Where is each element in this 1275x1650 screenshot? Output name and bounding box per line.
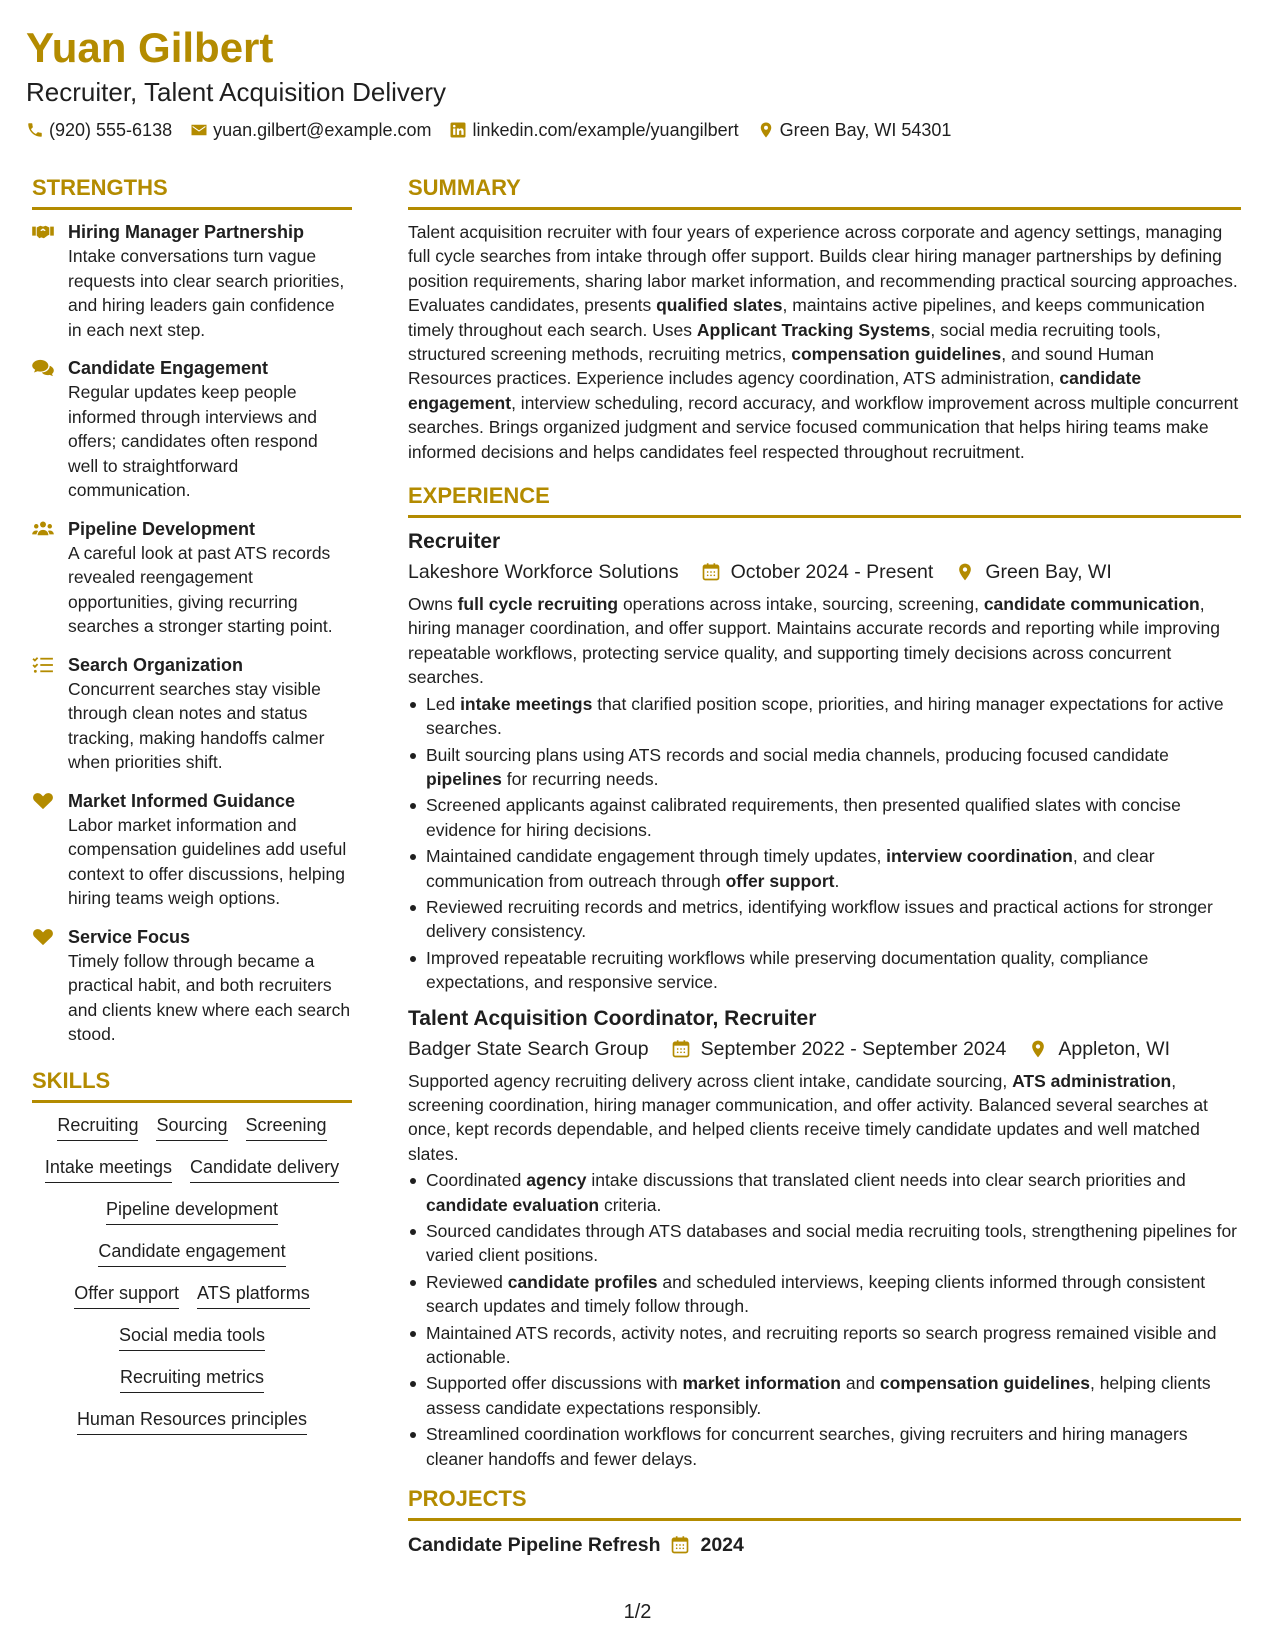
- skill-row: [32, 1113, 352, 1141]
- strength-item: [32, 653, 352, 775]
- candidate-title: Recruiter, Talent Acquisition Delivery: [26, 77, 447, 107]
- text-segment: , screening coordination, hiring manager communication, and offer activity. Balanced several searches at once, kept records dependable, and helped clients receive timely candidate updates and well matched slates.: [408, 1070, 1208, 1164]
- text-segment: Improved repeatable recruiting workflows while preserving documentation quality, compliance expectations, and responsive service.: [426, 947, 1149, 993]
- heart-icon: [32, 792, 54, 810]
- strength-item: [32, 356, 352, 503]
- text-segment: , hiring manager coordination, and offer support. Maintains accurate records and reporting while improving repeatable workflows, protecting service quality, and supporting timely decisions across concurrent searches.: [408, 594, 1220, 688]
- bold-text: interview coordination: [886, 846, 1073, 867]
- strengths-heading: STRENGTHS: [32, 174, 352, 210]
- text-segment: operations across intake, sourcing, screening,: [618, 594, 984, 615]
- text-segment: Sourced candidates through ATS databases and social media recruiting tools, strengthening pipelines for varied client positions.: [426, 1221, 1238, 1266]
- job-dates: September 2022 - September 2024: [700, 1037, 1007, 1060]
- job-entry: [408, 528, 1241, 995]
- bold-text: pipelines: [426, 768, 502, 789]
- strength-item: [32, 517, 352, 639]
- text-segment: Supported agency recruiting delivery across client intake, candidate sourcing,: [408, 1070, 1013, 1091]
- skill-row: [32, 1197, 352, 1225]
- text-segment: Maintained candidate engagement through timely updates,: [426, 846, 887, 867]
- projects-section: [408, 1485, 1241, 1559]
- text-segment: Supported offer discussions with: [426, 1373, 683, 1394]
- text-segment: Streamlined coordination workflows for concurrent searches, giving recruiters and hiring managers cleaner handoffs and fewer delays.: [426, 1424, 1188, 1469]
- text-segment: and: [840, 1373, 880, 1394]
- calendar-icon: [671, 1039, 691, 1059]
- strength-desc: Intake conversations turn vague requests into clear search priorities, and hiring leaders gain confidence in each next step.: [68, 246, 345, 340]
- job-dates: October 2024 - Present: [730, 561, 934, 584]
- text-segment: Led: [426, 693, 461, 714]
- project-year: 2024: [700, 1534, 744, 1557]
- bold-text: Applicant Tracking Systems: [696, 319, 931, 340]
- contact-linkedin[interactable]: linkedin.com/example/yuangilbert: [449, 118, 738, 142]
- job-bullets: [408, 1168, 1241, 1471]
- text-segment: Built sourcing plans using ATS records and social media channels, producing focused candidate: [426, 744, 1169, 765]
- text-segment: Owns: [408, 594, 458, 615]
- strength-title: Pipeline Development: [68, 518, 256, 539]
- strength-item: [32, 789, 352, 911]
- skill-row: [32, 1155, 352, 1183]
- company-name: Badger State Search Group: [408, 1037, 649, 1060]
- job-title: Recruiter: [408, 530, 501, 554]
- skill-row: [32, 1407, 352, 1435]
- contact-bar: [26, 118, 1246, 142]
- job-list: [408, 528, 1241, 1471]
- skill-row: [32, 1365, 352, 1393]
- list-item: [408, 1219, 1241, 1268]
- calendar-icon: [670, 1535, 690, 1555]
- strength-title: Candidate Engagement: [68, 358, 269, 378]
- bold-text: candidate engagement: [408, 368, 1142, 413]
- strength-title: Hiring Manager Partnership: [68, 222, 305, 242]
- left-column: [32, 174, 352, 1449]
- skill-tag: Screening: [246, 1113, 327, 1141]
- strength-desc: Labor market information and compensation guidelines add useful context to offer discussions, helping hiring teams weigh options.: [68, 814, 347, 908]
- skills-heading: SKILLS: [32, 1067, 352, 1103]
- strength-desc: Regular updates keep people informed through interviews and offers; candidates often respond well to straightforward communication.: [68, 382, 318, 500]
- text-segment: , and sound Human Resources practices. Experience includes agency coordination, ATS administration,: [408, 344, 1155, 389]
- list-item: [408, 1422, 1241, 1471]
- text-segment: intake discussions that translated client needs into clear search priorities and: [586, 1170, 1186, 1191]
- skill-tag: Human Resources principles: [77, 1407, 307, 1435]
- skill-tag: Recruiting metrics: [120, 1365, 264, 1393]
- experience-heading: EXPERIENCE: [408, 482, 1241, 518]
- map-pin-icon: [955, 562, 975, 582]
- text-segment: Coordinated: [426, 1170, 527, 1191]
- bold-text: agency: [526, 1170, 587, 1191]
- map-pin-icon: [757, 121, 775, 139]
- list-item: [408, 743, 1241, 792]
- skill-row: [32, 1281, 352, 1309]
- skill-tag: Intake meetings: [45, 1155, 172, 1183]
- bold-text: qualified slates: [656, 295, 783, 316]
- text-segment: , and clear communication from outreach through: [426, 846, 1155, 891]
- text-segment: and scheduled interviews, keeping clients informed through consistent search updates and timely follow through.: [426, 1271, 1206, 1317]
- strength-item: [32, 925, 352, 1047]
- skill-tag: Recruiting: [57, 1113, 138, 1141]
- handshake-icon: [32, 223, 54, 241]
- users-icon: [32, 520, 54, 538]
- calendar-icon: [701, 562, 721, 582]
- list-item: [408, 1371, 1241, 1420]
- page-number: 1/2: [623, 1601, 652, 1623]
- skill-row: [32, 1239, 352, 1267]
- contact-phone[interactable]: (920) 555-6138: [26, 118, 172, 142]
- text-segment: , social media recruiting tools, structured screening methods, recruiting metrics,: [408, 319, 1161, 365]
- skill-tag: Social media tools: [119, 1323, 265, 1351]
- job-meta: [408, 558, 1241, 586]
- list-item: [408, 1270, 1241, 1319]
- skills-section: [32, 1067, 352, 1435]
- text-segment: Maintained ATS records, activity notes, and recruiting reports so search progress remained visible and actionable.: [426, 1322, 1217, 1368]
- list-item: [408, 1168, 1241, 1217]
- skill-tag: ATS platforms: [197, 1281, 310, 1309]
- list-item: [408, 692, 1241, 741]
- text-segment: Screened applicants against calibrated requirements, then presented qualified slates with concise evidence for hiring decisions.: [426, 795, 1181, 840]
- list-item: [408, 1321, 1241, 1370]
- strength-title: Search Organization: [68, 654, 244, 675]
- heart-icon: [32, 928, 54, 946]
- bold-text: intake meetings: [460, 693, 593, 714]
- project-item: [408, 1531, 1241, 1559]
- bold-text: offer support: [725, 870, 835, 891]
- resume-header: [26, 22, 1246, 142]
- list-item: [408, 793, 1241, 842]
- contact-email[interactable]: yuan.gilbert@example.com: [190, 118, 431, 142]
- job-entry: [408, 1005, 1241, 1472]
- strength-title: Market Informed Guidance: [68, 790, 296, 811]
- strength-desc: A careful look at past ATS records revealed reengagement opportunities, giving recurring searches a stronger starting point.: [68, 542, 333, 636]
- job-title: Talent Acquisition Coordinator, Recruiter: [408, 1006, 817, 1030]
- text-segment: , helping clients assess candidate expectations responsibly.: [426, 1373, 1211, 1418]
- strength-desc: Concurrent searches stay visible through clean notes and status tracking, making handoffs calmer when priorities shift.: [68, 678, 325, 772]
- job-location: Green Bay, WI: [985, 561, 1112, 584]
- skill-tag: Offer support: [74, 1281, 179, 1309]
- envelope-icon: [190, 121, 208, 139]
- list-item: [408, 946, 1241, 995]
- bold-text: candidate evaluation: [426, 1194, 600, 1215]
- bold-text: compensation guidelines: [879, 1373, 1090, 1394]
- contact-location: Green Bay, WI 54301: [757, 118, 952, 142]
- job-location: Appleton, WI: [1058, 1037, 1170, 1060]
- skill-tag: Sourcing: [156, 1113, 227, 1141]
- strength-title: Service Focus: [68, 926, 191, 947]
- project-title: Candidate Pipeline Refresh: [408, 1534, 661, 1557]
- list-item: [408, 844, 1241, 893]
- job-description: [408, 592, 1241, 690]
- experience-section: [408, 482, 1241, 1471]
- summary-text: [408, 220, 1241, 464]
- text-segment: Reviewed: [426, 1271, 508, 1292]
- candidate-name: Yuan Gilbert: [26, 24, 274, 71]
- company-name: Lakeshore Workforce Solutions: [408, 561, 679, 584]
- list-check-icon: [32, 656, 54, 674]
- text-segment: , interview scheduling, record accuracy, and workflow improvement across multiple concurrent searches. Brings organized judgment and service focused communication that helps hiring teams make informed decisions and helps candidates feel respected throughout recruitment.: [408, 392, 1239, 462]
- strengths-section: [32, 174, 352, 1047]
- comments-icon: [32, 359, 54, 377]
- text-segment: Talent acquisition recruiter with four years of experience across corporate and agency settings, managing full cycle searches from intake through offer support. Builds clear hiring manager partnerships by defining position requirements, sharing labor market information, and recommending practical sourcing approaches. Evaluates candidates, presents: [408, 222, 1238, 316]
- job-meta: [408, 1035, 1241, 1063]
- bold-text: full cycle recruiting: [457, 594, 619, 615]
- summary-section: [408, 174, 1241, 464]
- text-segment: that clarified position scope, priorities, and hiring manager expectations for active searches.: [426, 693, 1224, 739]
- text-segment: .: [834, 870, 840, 891]
- projects-heading: PROJECTS: [408, 1485, 1241, 1521]
- bold-text: market information: [682, 1373, 841, 1394]
- job-description: [408, 1069, 1241, 1167]
- summary-heading: SUMMARY: [408, 174, 1241, 210]
- text-segment: , maintains active pipelines, and keeps communication timely throughout each search. Uses: [408, 295, 1205, 340]
- text-segment: for recurring needs.: [501, 768, 659, 789]
- skill-row: [32, 1323, 352, 1351]
- text-segment: Reviewed recruiting records and metrics, identifying workflow issues and practical actions for stronger delivery consistency.: [426, 896, 1213, 942]
- skills-list: [32, 1113, 352, 1435]
- strength-item: [32, 220, 352, 342]
- bold-text: candidate communication: [983, 594, 1200, 615]
- right-column: [408, 174, 1241, 1565]
- linkedin-icon: [449, 121, 467, 139]
- job-bullets: [408, 692, 1241, 995]
- text-segment: criteria.: [599, 1194, 662, 1215]
- list-item: [408, 895, 1241, 944]
- skill-tag: Candidate delivery: [190, 1155, 339, 1183]
- phone-icon: [26, 121, 44, 139]
- bold-text: ATS administration: [1012, 1070, 1172, 1091]
- skill-tag: Candidate engagement: [98, 1239, 285, 1267]
- skill-tag: Pipeline development: [106, 1197, 278, 1225]
- strength-desc: Timely follow through became a practical habit, and both recruiters and clients knew where each search stood.: [68, 950, 351, 1044]
- bold-text: candidate profiles: [507, 1271, 658, 1292]
- map-pin-icon: [1028, 1039, 1048, 1059]
- bold-text: compensation guidelines: [791, 344, 1002, 365]
